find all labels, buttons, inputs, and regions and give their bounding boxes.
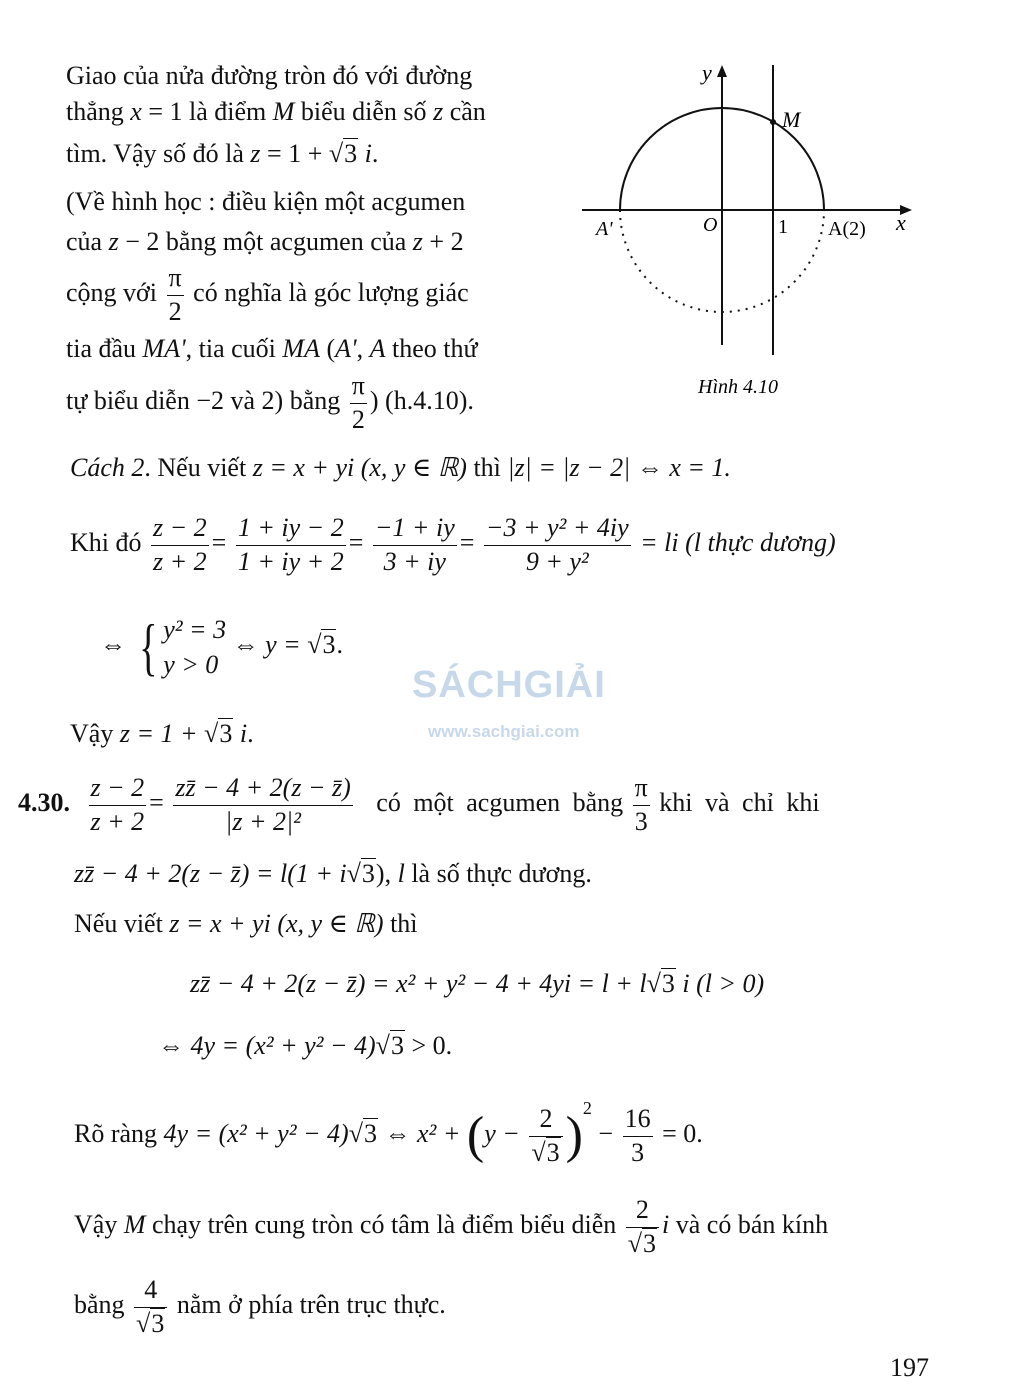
text-line: của z − 2 bằng một acgumen của z + 2 [66, 227, 464, 256]
tick-label-1: 1 [778, 216, 788, 238]
watermark-url: www.sachgiai.com [428, 722, 580, 741]
figure-4-10 [570, 55, 920, 415]
equation-line: ⇔ 4y = (x² + y² − 4)√3 > 0. [158, 1031, 453, 1060]
origin-label: O [703, 214, 718, 236]
text-line: tự biểu diễn −2 và 2) bằng $\frac{\pi}{2}$ ) (h.4.10). [66, 370, 474, 436]
text-line: Giao của nửa đường tròn đó với đường [66, 61, 473, 90]
text-line: bằng $\frac{4}{√3}$ nằm ở phía trên trục thực. [74, 1275, 446, 1338]
point-m [770, 119, 776, 125]
equation-system: ⇔ { y² = 3 y > 0 ⇔ y = √3. [100, 611, 343, 683]
x-axis-label: x [896, 210, 906, 235]
text-line: zz̄ − 4 + 2(z − z̄) = l(1 + i√3), l là số thực dương. [74, 859, 592, 888]
equation-line: Khi đó $\frac{z - 2}{z + 2}$ = $\frac{1 + iy - 2}{1 + iy + 2}$ = $\frac{-1 + iy}{3 + iy}$ = $\frac{\text{−3 + y² + 4iy}}{\text{9 + y²}}$ = li (l thực dương) [70, 513, 836, 576]
point-m-label: M [782, 107, 801, 132]
fraction: $\frac{\pi}{2}$ [168, 263, 182, 326]
fraction: $\frac{\pi}{2}$ [351, 371, 365, 434]
equation-line: Rõ ràng 4y = (x² + y² − 4)√3 ⇔ x² + (y − $\frac{2}{√3}$ )$^2$ − $\frac{16}{3}$ = 0. [74, 1098, 703, 1167]
text-line: thẳng x = 1 là điểm M biểu diễn số z cần [66, 97, 486, 126]
text-line: tìm. Vậy số đó là z = 1 + √3 i. [66, 139, 379, 168]
point-a-prime-label: A' [596, 218, 613, 240]
text-line: Vậy M chạy trên cung tròn có tâm là điểm biểu diễn $\frac{2}{√3}$ i và có bán kính [74, 1195, 829, 1258]
y-axis-label: y [702, 60, 712, 85]
text-line: (Về hình học : điều kiện một acgumen [66, 187, 466, 216]
point-a-label: A(2) [828, 218, 866, 240]
page-number: 197 [890, 1353, 929, 1382]
problem-number: 4.30. [18, 787, 70, 817]
equation-line: zz̄ − 4 + 2(z − z̄) = x² + y² − 4 + 4yi = l + l√3 i (l > 0) [190, 969, 765, 998]
text-line: cộng với $\frac{\pi}{2}$ có nghĩa là góc lượng giác [66, 262, 469, 328]
problem-4-30-line: 4.30. $\frac{z - 2}{z + 2}$ = $\frac{zz̄ - 4 + 2(z - z̄)}{\text{|z + 2|²}}$ có một acgumen bằng $\frac{\pi}{3}$ khi và chỉ khi [18, 773, 820, 836]
figure-caption: Hình 4.10 [698, 376, 778, 398]
y-axis-arrow-icon [717, 65, 727, 77]
watermark-logo: SÁCHGIẢI [412, 664, 606, 706]
text-line: Vậy z = 1 + √3 i. [70, 719, 254, 748]
text-line: Cách 2. Nếu viết z = x + yi (x, y ∈ ℝ) thì |z| = |z − 2| ⇔ x = 1. [70, 453, 731, 482]
text-line: tia đầu MA', tia cuối MA (A', A theo thứ [66, 334, 478, 363]
text-line: Nếu viết z = x + yi (x, y ∈ ℝ) thì [74, 909, 418, 938]
